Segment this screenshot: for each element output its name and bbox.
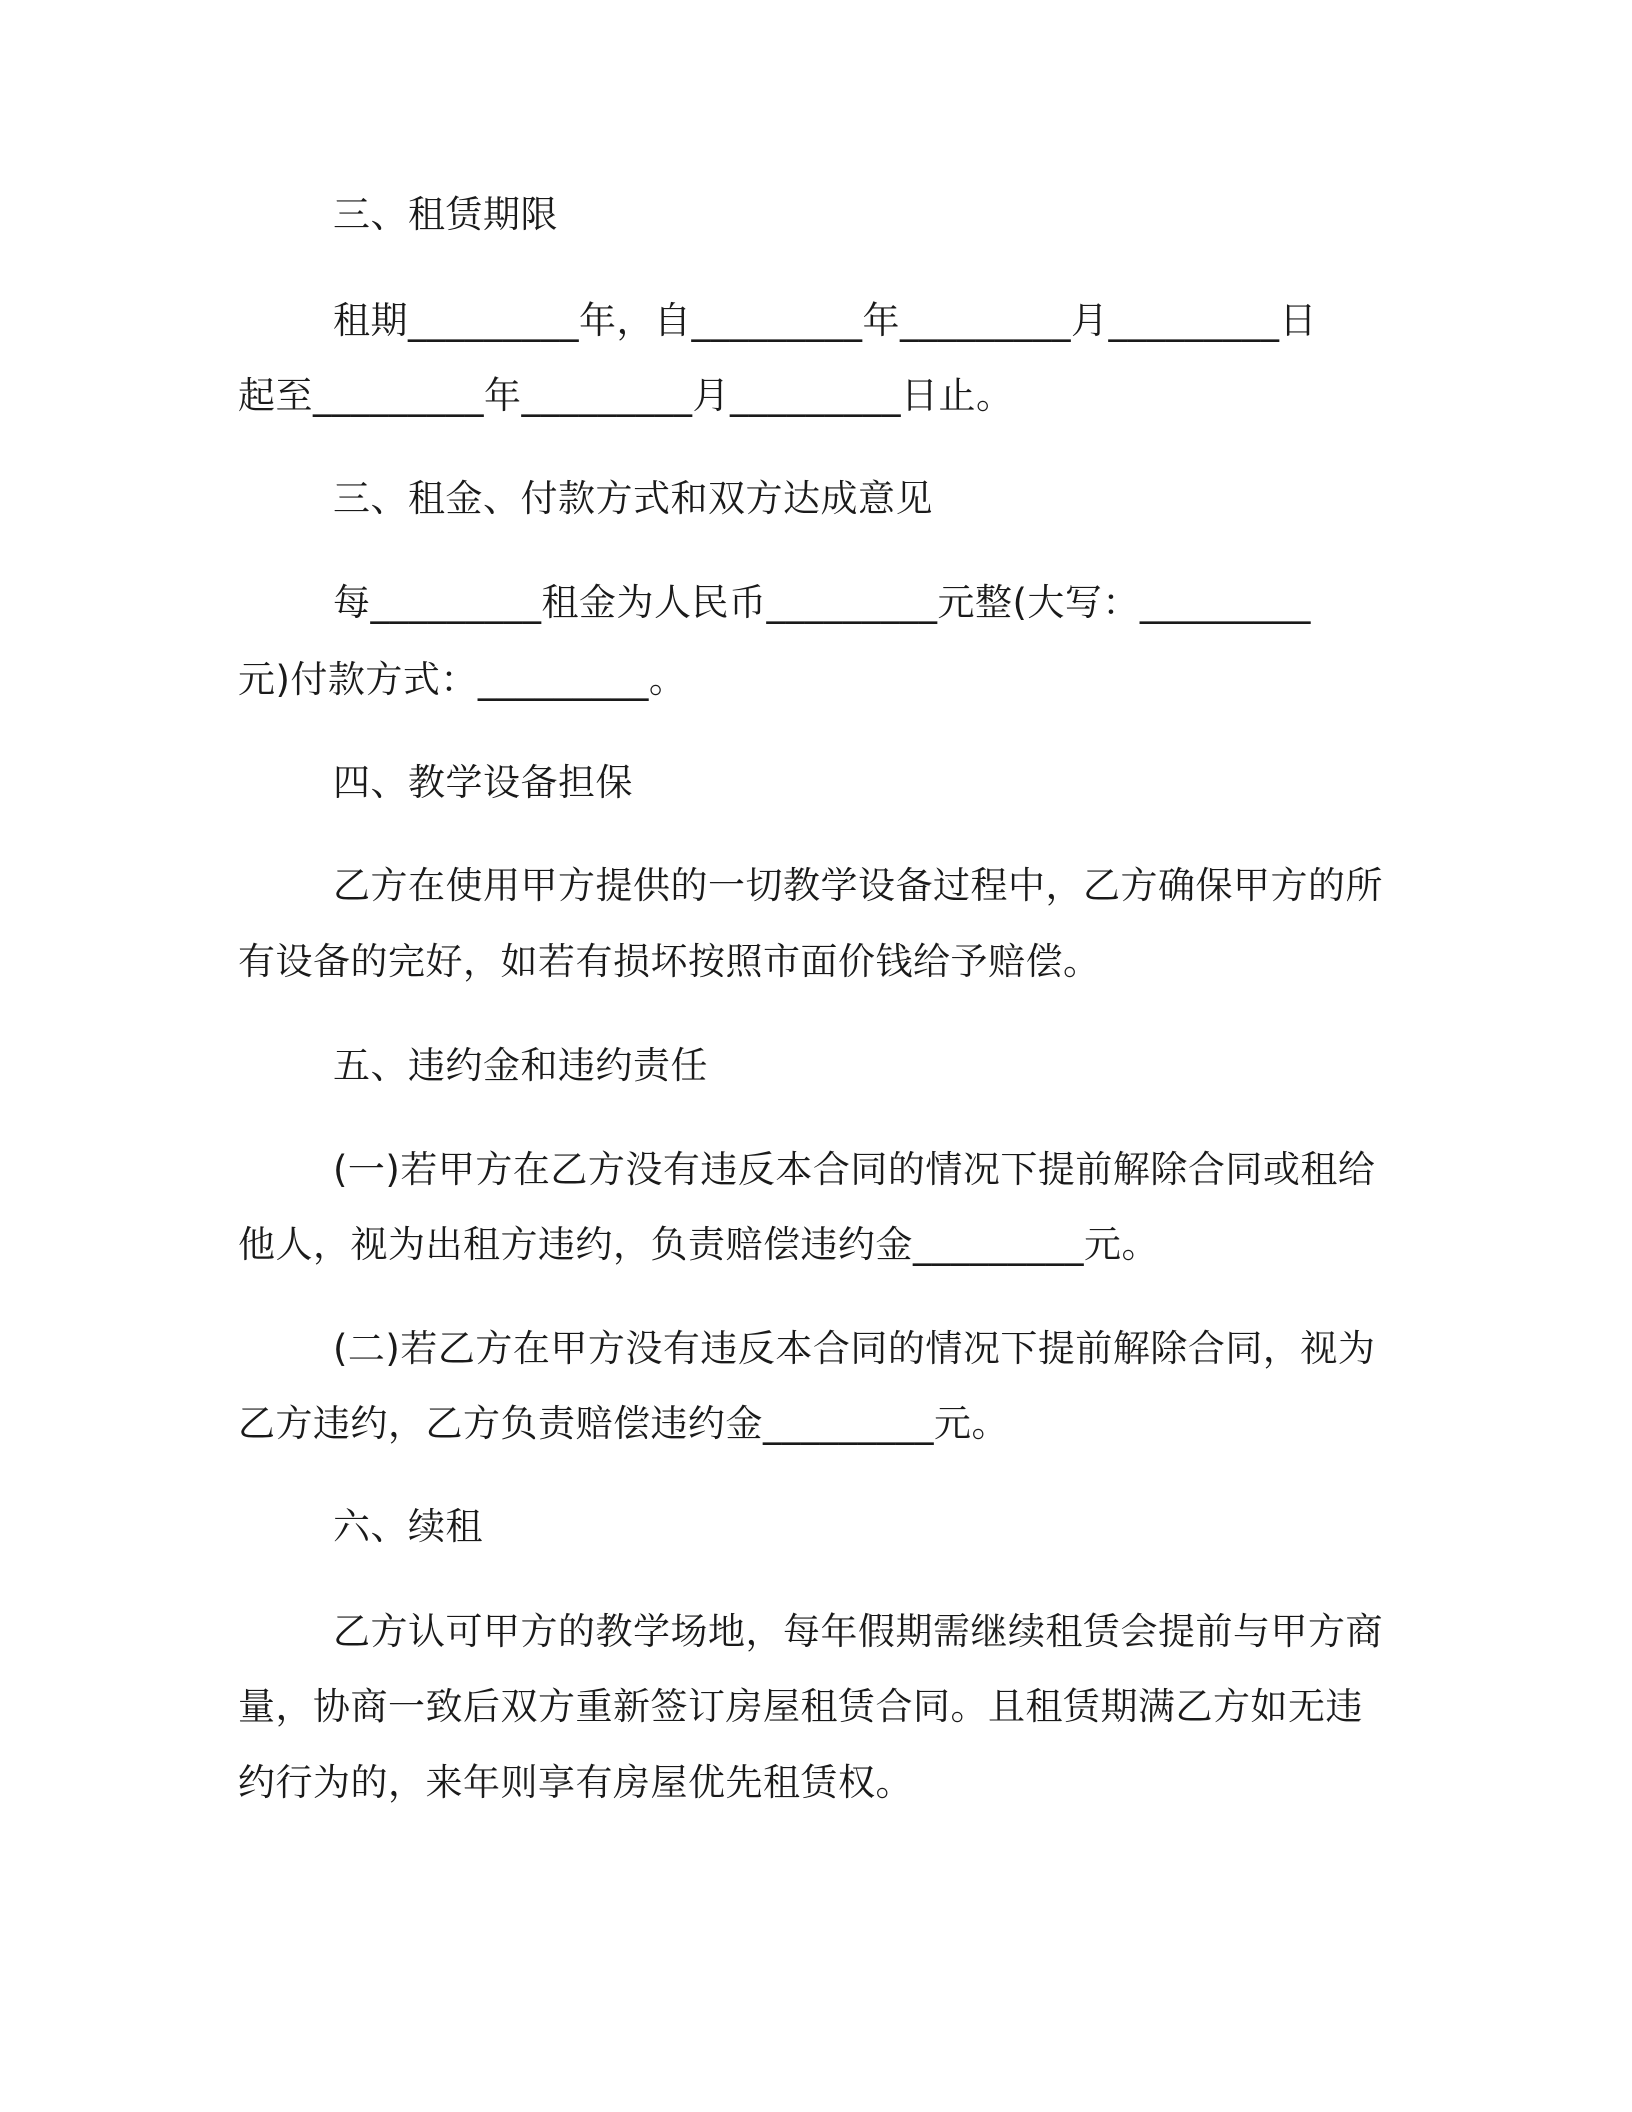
paragraph-line: 量，协商一致后双方重新签订房屋租赁合同。且租赁期满乙方如无违 — [238, 1685, 1363, 1728]
paragraph-line: 元)付款方式：_________。 — [238, 658, 687, 701]
paragraph-line: 乙方在使用甲方提供的一切教学设备过程中，乙方确保甲方的所 — [333, 864, 1383, 907]
paragraph-line: 起至_________年_________月_________日止。 — [238, 374, 1014, 417]
paragraph-line: 乙方认可甲方的教学场地，每年假期需继续租赁会提前与甲方商 — [333, 1610, 1383, 1653]
section-heading-rent-payment: 三、租金、付款方式和双方达成意见 — [333, 477, 933, 520]
section-heading-equipment-guarantee: 四、教学设备担保 — [333, 761, 633, 804]
paragraph-line: 有设备的完好，如若有损坏按照市面价钱给予赔偿。 — [238, 940, 1101, 983]
paragraph-line: 他人，视为出租方违约，负责赔偿违约金_________元。 — [238, 1223, 1159, 1266]
paragraph-line: 乙方违约，乙方负责赔偿违约金_________元。 — [238, 1402, 1009, 1445]
section-heading-lease-term: 三、租赁期限 — [333, 193, 558, 236]
paragraph-line: (一)若甲方在乙方没有违反本合同的情况下提前解除合同或租给 — [333, 1148, 1376, 1191]
paragraph-line: 租期_________年，自_________年_________月_________日 — [333, 299, 1317, 342]
paragraph-line: (二)若乙方在甲方没有违反本合同的情况下提前解除合同，视为 — [333, 1327, 1376, 1370]
section-heading-breach-liability: 五、违约金和违约责任 — [333, 1044, 708, 1087]
section-heading-renewal: 六、续租 — [333, 1505, 483, 1548]
paragraph-line: 约行为的，来年则享有房屋优先租赁权。 — [238, 1761, 913, 1804]
paragraph-line: 每_________租金为人民币_________元整(大写：_________ — [333, 581, 1311, 624]
